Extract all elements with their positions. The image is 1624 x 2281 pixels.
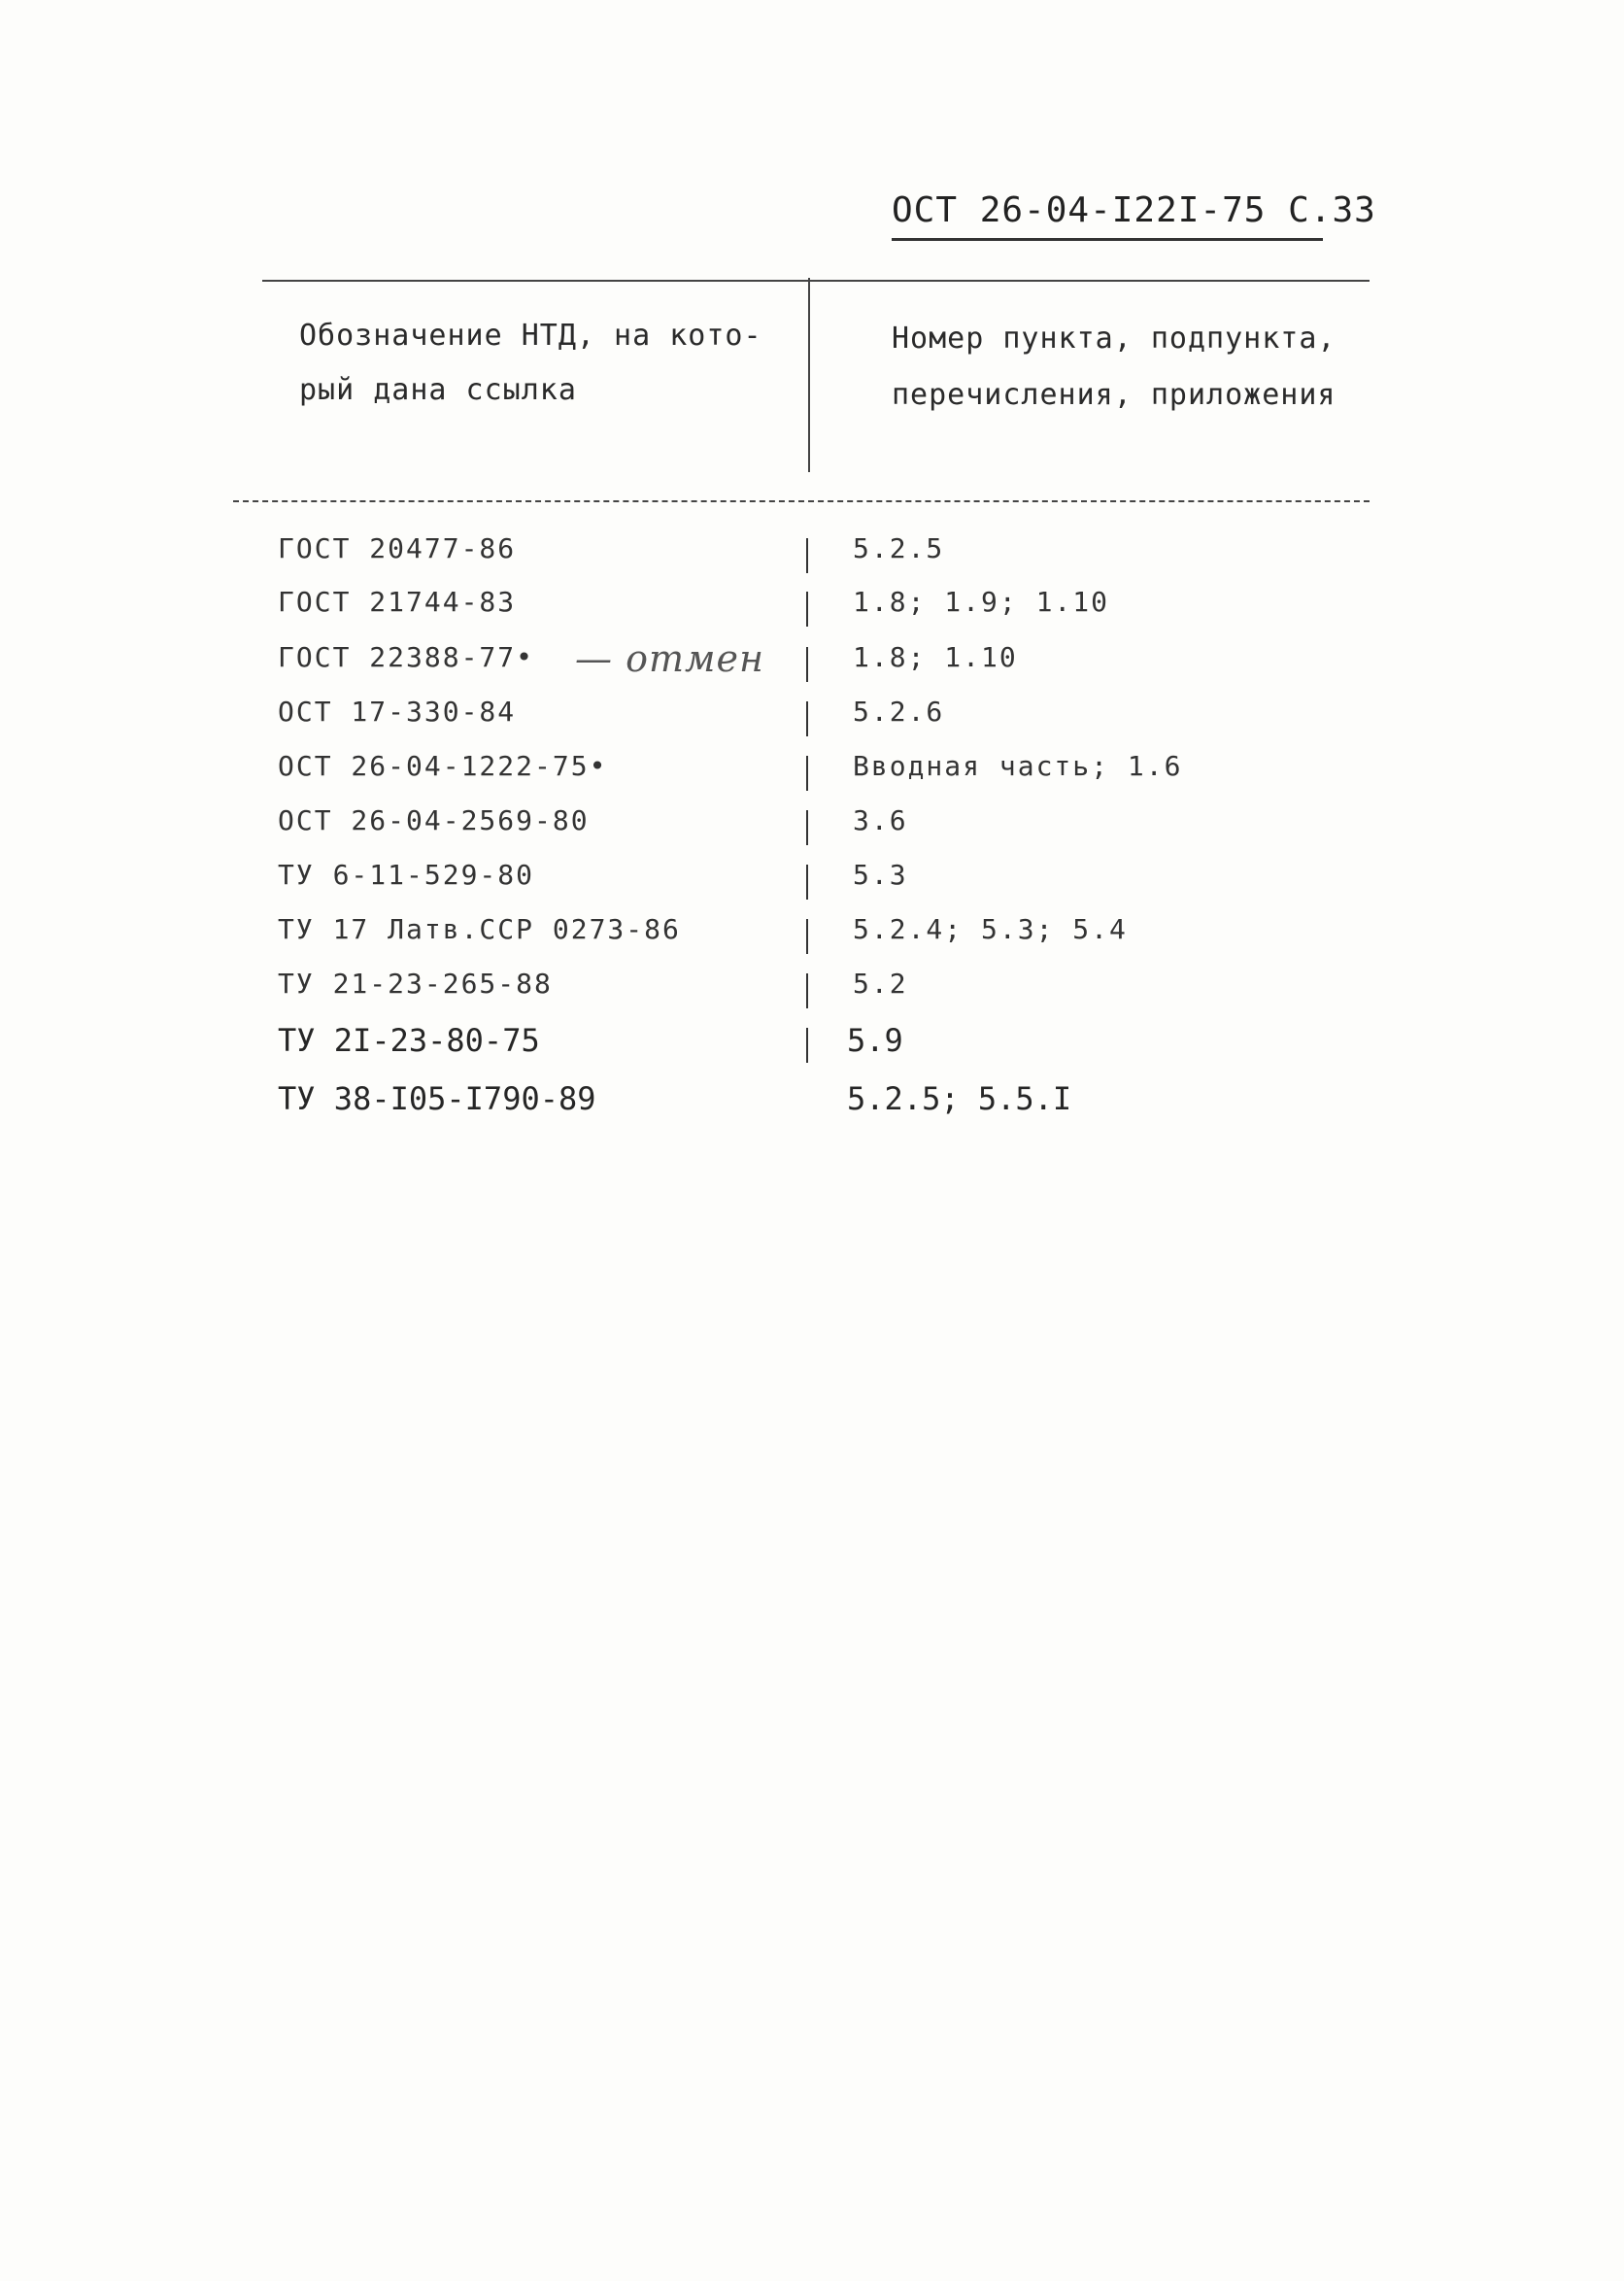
table-row [278, 586, 1346, 634]
row-clause: 5.2 [853, 968, 908, 1000]
column-header-clause [892, 311, 1358, 424]
header-column-divider [808, 278, 810, 472]
row-clause: 5.2.5 [853, 532, 945, 564]
row-document: ГОСТ 22388-77• [278, 641, 535, 673]
row-separator [806, 756, 808, 791]
row-clause: 5.2.5; 5.5.I [847, 1080, 1072, 1117]
row-document: ОСТ 26-04-1222-75• [278, 750, 608, 782]
row-document: ГОСТ 21744-83 [278, 586, 517, 618]
table-row [278, 1022, 1346, 1071]
table-row [278, 532, 1346, 581]
table-top-rule [262, 280, 1370, 282]
row-separator [806, 592, 808, 627]
row-separator [806, 865, 808, 900]
table-row [278, 859, 1346, 907]
row-document: ОСТ 17-330-84 [278, 696, 517, 728]
row-clause: 1.8; 1.10 [853, 641, 1018, 673]
row-separator [806, 647, 808, 682]
row-document: ТУ 17 Латв.ССР 0273-86 [278, 913, 681, 945]
table-row [278, 804, 1346, 853]
row-clause: 5.2.4; 5.3; 5.4 [853, 913, 1128, 945]
table-row [278, 1080, 1346, 1129]
handwritten-annotation: — отмен [575, 637, 765, 680]
column-header-document-line-2: рый дана ссылка [299, 373, 577, 407]
table-row [278, 696, 1346, 744]
row-clause: 3.6 [853, 804, 908, 836]
table-row [278, 968, 1346, 1016]
row-document: ГОСТ 20477-86 [278, 532, 517, 564]
row-separator [806, 919, 808, 954]
row-separator [806, 1028, 808, 1063]
row-separator [806, 973, 808, 1008]
row-separator [806, 538, 808, 573]
row-document: ТУ 38-I05-I790-89 [278, 1080, 596, 1117]
row-document: ТУ 2I-23-80-75 [278, 1022, 540, 1059]
column-header-document-line-1: Обозначение НТД, на кото- [299, 319, 762, 353]
table-header-rule [233, 500, 1370, 502]
row-clause: 5.9 [847, 1022, 903, 1059]
row-document: ОСТ 26-04-2569-80 [278, 804, 590, 836]
column-header-clause-line-1: Номер пункта, подпункта, [892, 322, 1336, 356]
row-clause: Вводная часть; 1.6 [853, 750, 1183, 782]
table-row [278, 913, 1346, 962]
row-clause: 1.8; 1.9; 1.10 [853, 586, 1110, 618]
row-clause: 5.3 [853, 859, 908, 891]
row-separator [806, 810, 808, 845]
table-row [278, 641, 1346, 690]
document-reference-header: ОСТ 26-04-I22I-75 С.33 [892, 190, 1323, 241]
column-header-clause-line-2: перечисления, приложения [892, 378, 1336, 412]
row-document: ТУ 21-23-265-88 [278, 968, 553, 1000]
row-separator [806, 701, 808, 736]
row-clause: 5.2.6 [853, 696, 945, 728]
table-row [278, 750, 1346, 799]
row-document: ТУ 6-11-529-80 [278, 859, 535, 891]
column-header-document [299, 309, 785, 418]
